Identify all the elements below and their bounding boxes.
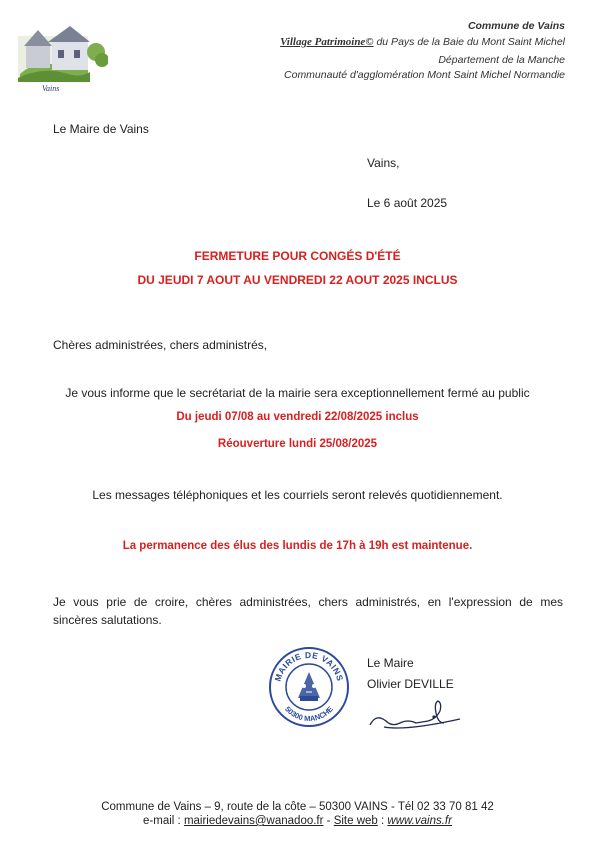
svg-text:50300 MANCHE (283, 704, 335, 723)
closing-line-2: sincères salutations. (53, 613, 162, 627)
stamp-emblem-icon (298, 672, 320, 701)
village-logo (18, 16, 108, 96)
footer-email-label: e-mail : (143, 815, 184, 827)
header-pays: du Pays de la Baie du Mont Saint Michel (373, 36, 565, 48)
stamp-top-text: MAIRIE DE VAINS (272, 649, 346, 683)
permanence-notice: La permanence des élus des lundis de 17h à 19h est maintenue. (122, 540, 473, 552)
footer-contact (0, 815, 595, 827)
paragraph-closure-notice: Je vous informe que le secrétariat de la mairie sera exceptionnellement fermé au public (65, 386, 530, 400)
signatory-name: Olivier DEVILLE (367, 677, 454, 691)
sender: Le Maire de Vains (53, 122, 149, 136)
mairie-stamp (268, 646, 350, 728)
letter-date: Le 6 août 2025 (367, 196, 448, 210)
place: Vains, (367, 156, 400, 170)
footer-address: Commune de Vains – 9, route de la côte – 50300 VAINS - Tél 02 33 70 81 42 (101, 801, 494, 813)
village-patrimoine-label: Village Patrimoine© (280, 36, 374, 48)
header-commune: Commune de Vains (467, 20, 565, 32)
title-line-1: FERMETURE POUR CONGÉS D'ÉTÉ (194, 249, 401, 263)
header-department: Département de la Manche (438, 54, 565, 66)
footer-site-label: Site web (333, 815, 378, 827)
handwritten-signature (366, 693, 462, 735)
website-link[interactable]: www.vains.fr (387, 815, 452, 827)
signatory-title: Le Maire (367, 656, 414, 670)
salutation: Chères administrées, chers administrés, (53, 338, 268, 352)
header-community: Communauté d'agglomération Mont Saint Michel Normandie (284, 69, 565, 81)
email-link[interactable]: mairiedevains@wanadoo.fr (183, 815, 324, 827)
footer-separator: - (323, 815, 334, 827)
logo-caption: Vains (42, 84, 60, 93)
stamp-bottom-text: 50300 MANCHE (283, 704, 335, 724)
reopening-date: Réouverture lundi 25/08/2025 (217, 438, 378, 450)
title-line-2: DU JEUDI 7 AOUT AU VENDREDI 22 AOUT 2025 INCLUS (137, 273, 458, 287)
closing-line-1: Je vous prie de croire, chères administrées, chers administrés, en l'expression de mes (53, 595, 563, 609)
paragraph-messages: Les messages téléphoniques et les courriels seront relevés quotidiennement. (92, 488, 503, 502)
header-village-line (280, 36, 565, 48)
footer-site-sep: : (377, 815, 388, 827)
closure-dates: Du jeudi 07/08 au vendredi 22/08/2025 inclus (176, 411, 419, 423)
